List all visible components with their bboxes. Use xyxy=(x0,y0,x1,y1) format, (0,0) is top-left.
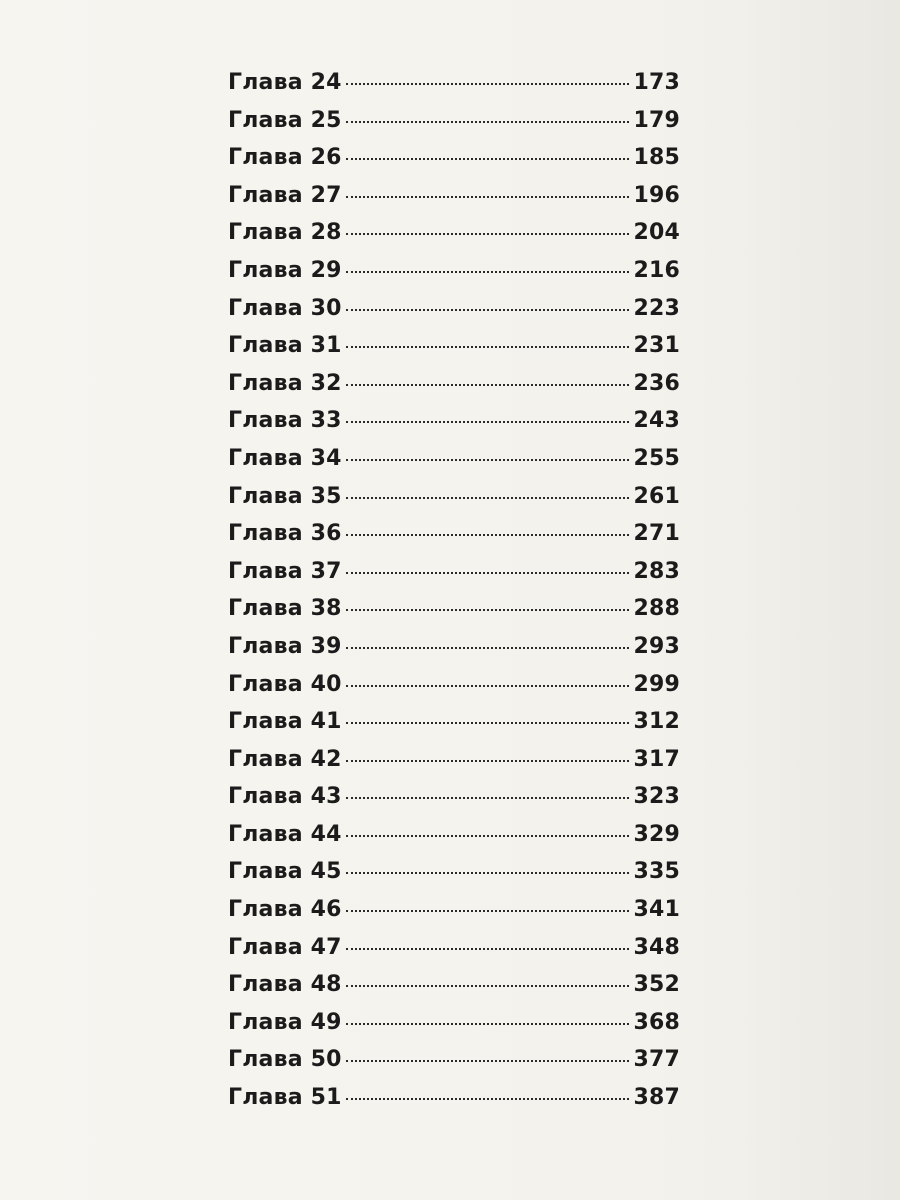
chapter-title: Глава 25 xyxy=(228,107,342,133)
toc-entry xyxy=(228,220,680,258)
chapter-title: Глава 29 xyxy=(228,257,342,283)
page-number: 387 xyxy=(633,1085,680,1111)
dot-leader xyxy=(346,609,630,611)
dot-leader xyxy=(346,309,630,311)
toc-entry xyxy=(228,70,680,108)
toc-entry xyxy=(228,634,680,672)
page-number: 368 xyxy=(633,1009,680,1035)
chapter-title: Глава 45 xyxy=(228,859,342,885)
toc-entry xyxy=(228,408,680,446)
toc-entry xyxy=(228,822,680,860)
chapter-title: Глава 40 xyxy=(228,671,342,697)
dot-leader xyxy=(346,1060,630,1062)
dot-leader xyxy=(346,233,630,235)
table-of-contents xyxy=(228,70,680,1123)
toc-entry xyxy=(228,709,680,747)
dot-leader xyxy=(346,384,630,386)
chapter-title: Глава 37 xyxy=(228,558,342,584)
chapter-title: Глава 32 xyxy=(228,370,342,396)
dot-leader xyxy=(346,985,630,987)
chapter-title: Глава 41 xyxy=(228,709,342,735)
page-number: 185 xyxy=(633,145,680,171)
page-number: 317 xyxy=(633,746,680,772)
page-number: 243 xyxy=(633,408,680,434)
page-number: 204 xyxy=(633,220,680,246)
dot-leader xyxy=(346,872,630,874)
dot-leader xyxy=(346,83,630,85)
chapter-title: Глава 24 xyxy=(228,70,342,95)
page-number: 261 xyxy=(633,483,680,509)
page-number: 236 xyxy=(633,370,680,396)
page-number: 216 xyxy=(633,257,680,283)
chapter-title: Глава 38 xyxy=(228,596,342,622)
toc-entry xyxy=(228,333,680,371)
page-shadow xyxy=(730,0,900,1200)
page-number: 231 xyxy=(633,333,680,359)
page-number: 179 xyxy=(633,107,680,133)
chapter-title: Глава 33 xyxy=(228,408,342,434)
toc-entry xyxy=(228,1047,680,1085)
chapter-title: Глава 51 xyxy=(228,1085,342,1111)
page-number: 323 xyxy=(633,784,680,810)
page-number: 173 xyxy=(633,70,680,95)
chapter-title: Глава 31 xyxy=(228,333,342,359)
toc-entry xyxy=(228,371,680,409)
chapter-title: Глава 44 xyxy=(228,821,342,847)
page-number: 348 xyxy=(633,934,680,960)
toc-entry xyxy=(228,484,680,522)
chapter-title: Глава 43 xyxy=(228,784,342,810)
page-number: 293 xyxy=(633,633,680,659)
page-number: 271 xyxy=(633,521,680,547)
toc-entry xyxy=(228,145,680,183)
toc-entry xyxy=(228,108,680,146)
dot-leader xyxy=(346,121,630,123)
chapter-title: Глава 42 xyxy=(228,746,342,772)
chapter-title: Глава 34 xyxy=(228,445,342,471)
page-number: 352 xyxy=(633,972,680,998)
chapter-title: Глава 50 xyxy=(228,1047,342,1073)
toc-entry xyxy=(228,446,680,484)
toc-entry xyxy=(228,897,680,935)
dot-leader xyxy=(346,760,630,762)
dot-leader xyxy=(346,196,630,198)
chapter-title: Глава 26 xyxy=(228,145,342,171)
dot-leader xyxy=(346,271,630,273)
dot-leader xyxy=(346,910,630,912)
page-number: 335 xyxy=(633,859,680,885)
chapter-title: Глава 48 xyxy=(228,972,342,998)
toc-entry xyxy=(228,972,680,1010)
page-number: 223 xyxy=(633,295,680,321)
dot-leader xyxy=(346,948,630,950)
toc-entry xyxy=(228,859,680,897)
toc-entry xyxy=(228,747,680,785)
toc-entry xyxy=(228,296,680,334)
chapter-title: Глава 30 xyxy=(228,295,342,321)
dot-leader xyxy=(346,534,630,536)
chapter-title: Глава 36 xyxy=(228,521,342,547)
page-number: 255 xyxy=(633,445,680,471)
dot-leader xyxy=(346,1098,630,1100)
toc-entry xyxy=(228,521,680,559)
toc-entry xyxy=(228,596,680,634)
toc-entry xyxy=(228,258,680,296)
page-number: 329 xyxy=(633,821,680,847)
dot-leader xyxy=(346,647,630,649)
dot-leader xyxy=(346,346,630,348)
dot-leader xyxy=(346,572,630,574)
toc-entry xyxy=(228,672,680,710)
toc-entry xyxy=(228,559,680,597)
page-number: 299 xyxy=(633,671,680,697)
toc-entry xyxy=(228,935,680,973)
dot-leader xyxy=(346,158,630,160)
dot-leader xyxy=(346,797,630,799)
dot-leader xyxy=(346,835,630,837)
page-number: 288 xyxy=(633,596,680,622)
toc-entry xyxy=(228,1010,680,1048)
page-number: 196 xyxy=(633,182,680,208)
chapter-title: Глава 46 xyxy=(228,897,342,923)
dot-leader xyxy=(346,1023,630,1025)
page-number: 283 xyxy=(633,558,680,584)
page-number: 377 xyxy=(633,1047,680,1073)
chapter-title: Глава 35 xyxy=(228,483,342,509)
chapter-title: Глава 28 xyxy=(228,220,342,246)
chapter-title: Глава 49 xyxy=(228,1009,342,1035)
dot-leader xyxy=(346,421,630,423)
chapter-title: Глава 27 xyxy=(228,182,342,208)
dot-leader xyxy=(346,685,630,687)
toc-entry xyxy=(228,1085,680,1123)
dot-leader xyxy=(346,722,630,724)
dot-leader xyxy=(346,497,630,499)
toc-entry xyxy=(228,183,680,221)
toc-entry xyxy=(228,784,680,822)
chapter-title: Глава 47 xyxy=(228,934,342,960)
chapter-title: Глава 39 xyxy=(228,633,342,659)
page-number: 312 xyxy=(633,709,680,735)
dot-leader xyxy=(346,459,630,461)
page-number: 341 xyxy=(633,897,680,923)
